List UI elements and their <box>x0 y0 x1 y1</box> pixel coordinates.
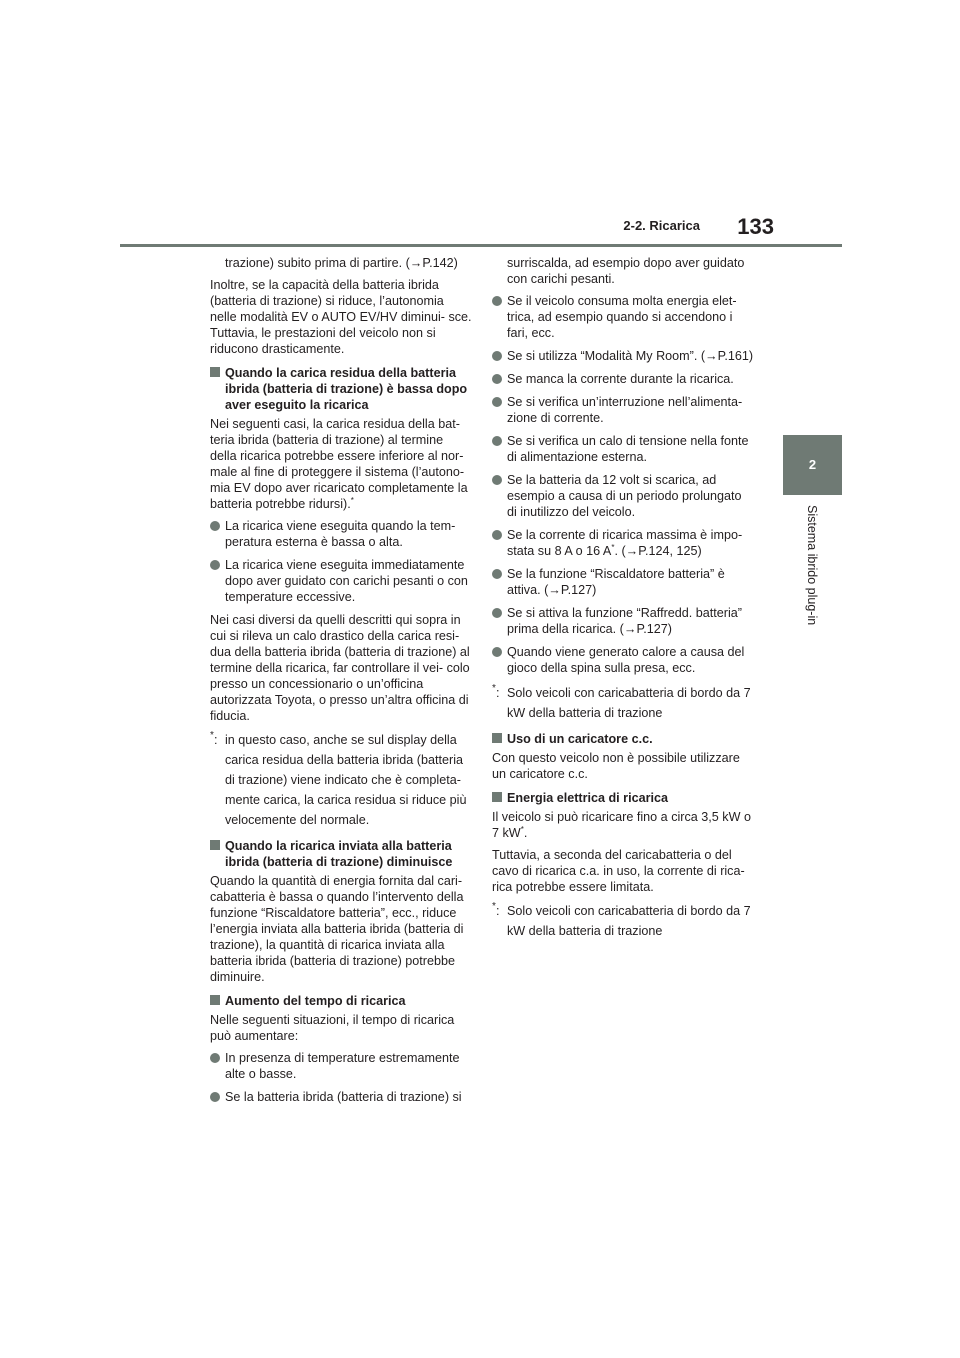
list-item-text: Se la batteria ibrida (batteria di trazione) si <box>225 1090 462 1104</box>
list-item <box>210 1050 472 1082</box>
square-bullet-icon <box>210 840 220 850</box>
list-item <box>210 518 472 550</box>
list-item <box>492 394 754 426</box>
square-bullet-icon <box>492 733 502 743</box>
list-item <box>492 371 754 387</box>
list-item <box>492 348 754 364</box>
footnote-colon: : <box>496 904 500 918</box>
circle-bullet-icon <box>492 351 502 361</box>
list-item <box>210 1089 472 1105</box>
heading-text: Energia elettrica di ricarica <box>507 791 669 805</box>
list-item <box>492 605 754 637</box>
footnote-mark: * <box>611 542 615 552</box>
header-divider <box>120 244 842 247</box>
list-item <box>492 566 754 598</box>
paragraph: Quando la quantità di energia fornita dal cari- cabatteria è bassa o quando l’intervento della funzione “Riscaldatore batteria”, ecc., riduce l’energia inviata alla batteria ibrida (batteria di trazione), la quantità di ricarica inviata alla batteria ibrida (batteria di trazione) potrebbe diminuire. <box>210 874 464 984</box>
list-item <box>492 293 754 341</box>
list-item-text: Se manca la corrente durante la ricarica. <box>507 372 734 386</box>
circle-bullet-icon <box>492 530 502 540</box>
paragraph: Nelle seguenti situazioni, il tempo di ricarica può aumentare: <box>210 1013 455 1043</box>
heading-text: Quando la ricarica inviata alla batteria ibrida (batteria di trazione) diminuisce <box>225 839 453 869</box>
section-heading <box>210 838 472 870</box>
circle-bullet-icon <box>492 436 502 446</box>
list-item-text: Se si verifica un’interruzione nell’alimenta- zione di corrente. <box>507 395 743 425</box>
left-column <box>210 255 472 1112</box>
chapter-tab[interactable]: 2 <box>783 435 842 495</box>
list-item-text: Se la funzione “Riscaldatore batteria” è attiva. (→P.127) <box>507 567 725 597</box>
footnote-mark: * <box>210 730 214 741</box>
list-item-text: In presenza di temperature estremamente alte o basse. <box>225 1051 460 1081</box>
list-item-text: Se si utilizza “Modalità My Room”. (→P.161) <box>507 349 754 363</box>
heading-text: Uso di un caricatore c.c. <box>507 732 653 746</box>
footnote-text: Solo veicoli con caricabatteria di bordo da 7 kW della batteria di trazione <box>507 904 751 938</box>
paragraph: Inoltre, se la capacità della batteria ibrida (batteria di trazione) si riduce, l’autonomia nelle modalità EV o AUTO EV/HV diminui- sce. Tuttavia, le prestazioni del veicolo non si riducono drasticamente. <box>210 278 472 356</box>
paragraph: Nei casi diversi da quelli descritti qui sopra in cui si rileva un calo drastico della carica resi- dua della batteria ibrida (batteria di trazione) al termine della ricarica, far controllare il vei- colo presso un concessionario o un’officina autorizzata Toyota, o presso un’altra officina di fiducia. <box>210 613 470 723</box>
list-item-text: . (→P.124, 125) <box>614 544 702 558</box>
footnote-colon: : <box>214 733 218 747</box>
circle-bullet-icon <box>492 397 502 407</box>
page-number: 133 <box>737 214 774 239</box>
list-item-text: Se la batteria da 12 volt si scarica, ad esempio a causa di un periodo prolungato di inutilizzo del veicolo. <box>507 473 742 519</box>
circle-bullet-icon <box>492 374 502 384</box>
list-item <box>492 644 754 676</box>
list-item <box>492 472 754 520</box>
section-heading <box>492 790 754 806</box>
circle-bullet-icon <box>210 1092 220 1102</box>
footnote-text: in questo caso, anche se sul display della carica residua della batteria ibrida (batteria di trazione) viene indicato che è completa- mente carica, la carica residua si riduce più velocemente del normale. <box>225 733 467 827</box>
paragraph-text: . <box>523 826 528 840</box>
footnote <box>492 683 754 723</box>
paragraph: trazione) subito prima di partire. (→P.142) <box>225 256 458 270</box>
list-item <box>492 433 754 465</box>
paragraph <box>492 809 754 841</box>
paragraph: surriscalda, ad esempio dopo aver guidato con carichi pesanti. <box>507 256 745 286</box>
footnote-mark: * <box>520 824 524 834</box>
list-item-text: Se il veicolo consuma molta energia elet- trica, ad esempio quando si accendono i fari, ecc. <box>507 294 737 340</box>
paragraph <box>210 416 472 512</box>
list-item-text: Quando viene generato calore a causa del gioco della spina sulla presa, ecc. <box>507 645 745 675</box>
right-column <box>492 255 754 947</box>
list-item-text: La ricarica viene eseguita quando la tem- peratura esterna è bassa o alta. <box>225 519 456 549</box>
circle-bullet-icon <box>492 296 502 306</box>
square-bullet-icon <box>210 367 220 377</box>
footnote <box>492 901 754 941</box>
paragraph-text: Nei seguenti casi, la carica residua della bat- teria ibrida (batteria di trazione) al termine della ricarica potrebbe essere inferiore al nor- male al fine di proteggere il sistema (l’autono- mia EV dopo aver ricaricato completamente la batteria potrebbe ridursi). <box>210 417 468 511</box>
list-item-text: Se la corrente di ricarica massima è impo- stata su 8 A o 16 A <box>507 528 743 558</box>
list-item <box>492 527 754 559</box>
footnote-mark: * <box>492 683 496 694</box>
circle-bullet-icon <box>492 608 502 618</box>
list-item-text: Se si verifica un calo di tensione nella fonte di alimentazione esterna. <box>507 434 749 464</box>
section-heading <box>492 731 754 747</box>
footnote-mark: * <box>492 901 496 912</box>
footnote-colon: : <box>496 686 500 700</box>
footnote-mark: * <box>350 495 354 505</box>
paragraph-text: Il veicolo si può ricaricare fino a circa 3,5 kW o 7 kW <box>492 810 751 840</box>
list-item-text: La ricarica viene eseguita immediatamente dopo aver guidato con carichi pesanti o con temperature eccessive. <box>225 558 468 604</box>
footnote-text: Solo veicoli con caricabatteria di bordo da 7 kW della batteria di trazione <box>507 686 751 720</box>
circle-bullet-icon <box>210 560 220 570</box>
circle-bullet-icon <box>492 647 502 657</box>
paragraph: Tuttavia, a seconda del caricabatteria o del cavo di ricarica c.a. in uso, la corrente di rica- rica potrebbe essere limitata. <box>492 848 745 894</box>
circle-bullet-icon <box>210 1053 220 1063</box>
section-title: 2-2. Ricarica <box>623 218 700 233</box>
square-bullet-icon <box>492 792 502 802</box>
circle-bullet-icon <box>210 521 220 531</box>
section-heading <box>210 365 472 413</box>
heading-text: Aumento del tempo di ricarica <box>225 994 406 1008</box>
chapter-title: Sistema ibrido plug-in <box>805 505 819 626</box>
list-item <box>210 557 472 605</box>
square-bullet-icon <box>210 995 220 1005</box>
heading-text: Quando la carica residua della batteria ibrida (batteria di trazione) è bassa dopo aver eseguito la ricarica <box>225 366 468 412</box>
paragraph: Con questo veicolo non è possibile utilizzare un caricatore c.c. <box>492 751 740 781</box>
section-heading <box>210 993 472 1009</box>
circle-bullet-icon <box>492 475 502 485</box>
list-item-text: Se si attiva la funzione “Raffredd. batteria” prima della ricarica. (→P.127) <box>507 606 742 636</box>
footnote <box>210 730 472 830</box>
circle-bullet-icon <box>492 569 502 579</box>
